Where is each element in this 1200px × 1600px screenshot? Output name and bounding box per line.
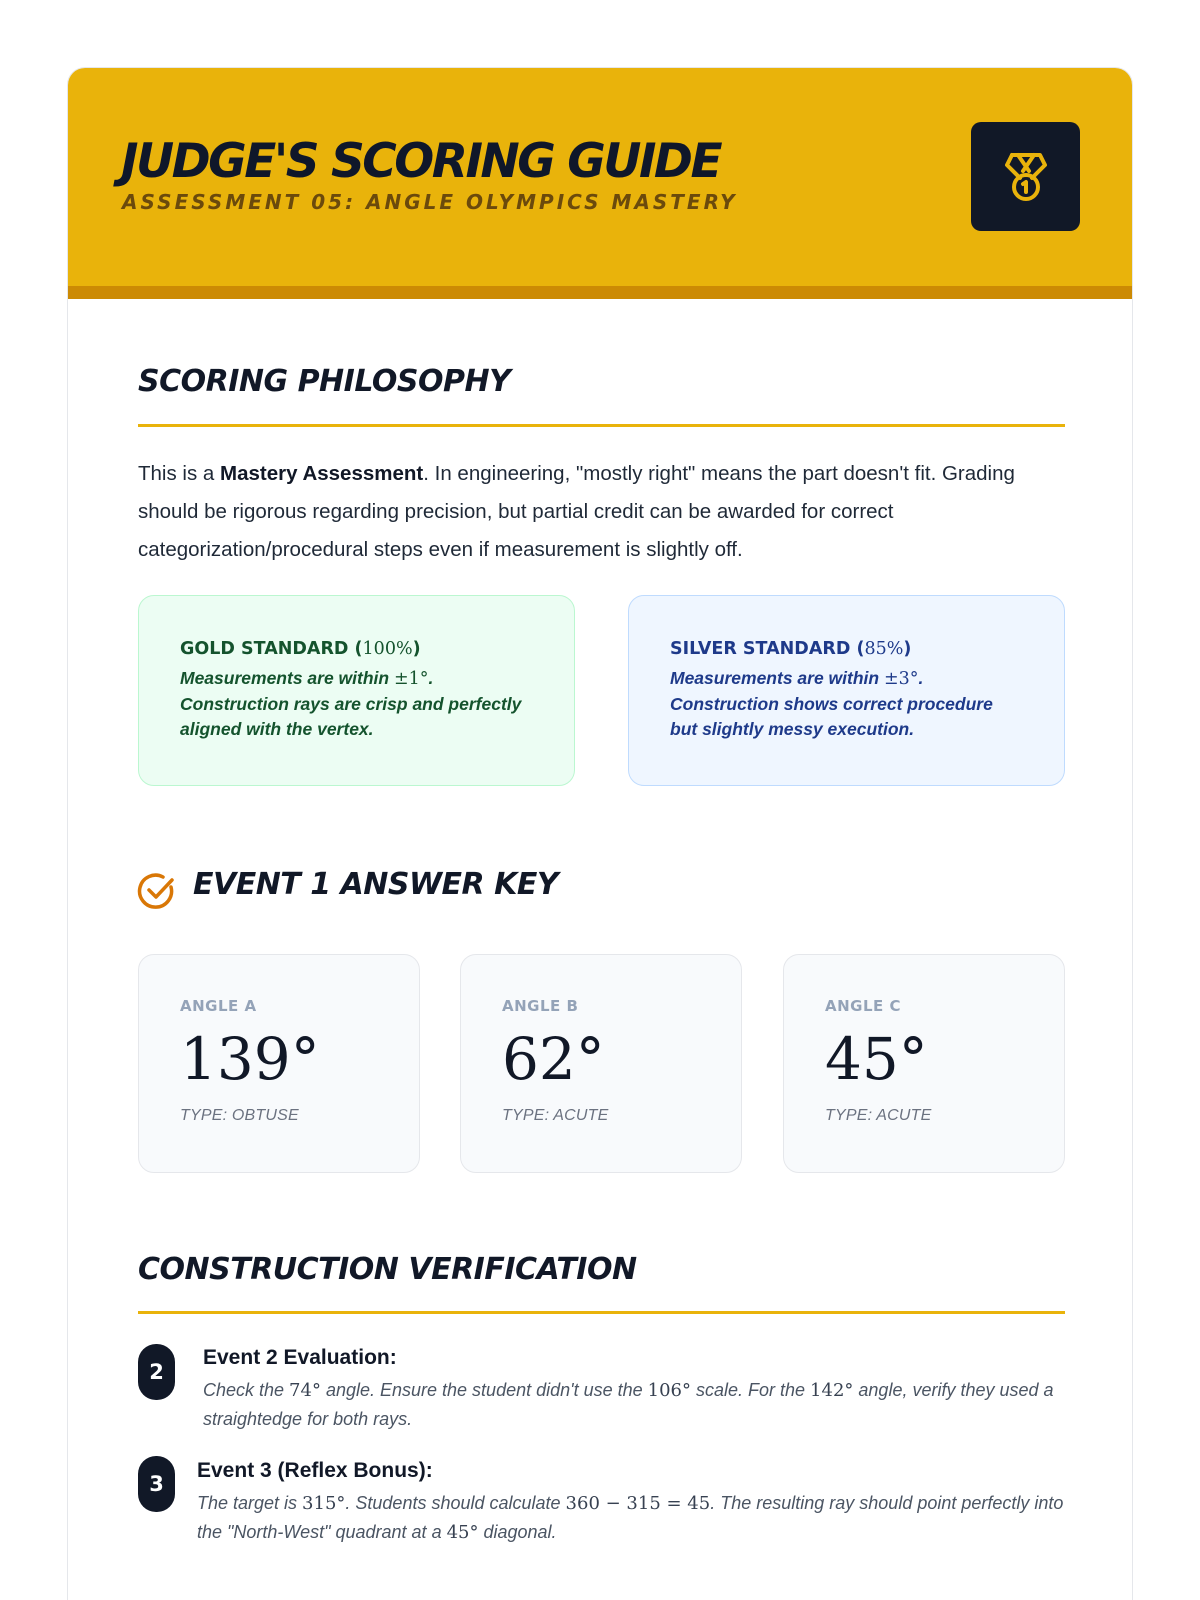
answer-value: 45° — [825, 1025, 928, 1093]
intro-emphasis: Mastery Assessment — [220, 462, 424, 485]
header-banner — [68, 68, 1132, 299]
step-description: The target is 315°. Students should calculate 360 − 315 = 45. The resulting ray should point perfectly into the "North-West" quadrant at a 45° diagonal. — [197, 1493, 1064, 1543]
answer-card-c — [783, 954, 1065, 1173]
gold-percent: 100% — [362, 639, 413, 659]
silver-standard-card — [628, 595, 1065, 786]
medal-icon — [1001, 151, 1051, 203]
check-circle-icon — [137, 871, 177, 911]
section-divider — [138, 424, 1065, 427]
silver-percent: 85% — [864, 639, 904, 659]
gold-standard-description: Measurements are within ±1°. Construction rays are crisp and perfectly aligned with the vertex. — [180, 668, 522, 739]
answer-label: ANGLE B — [502, 997, 579, 1015]
answer-type: TYPE: OBTUSE — [180, 1107, 299, 1124]
answer-card-a — [138, 954, 420, 1173]
medal-badge — [971, 122, 1080, 231]
gold-standard-title: GOLD STANDARD (100%) — [180, 639, 421, 659]
intro-text-start: This is a — [138, 462, 221, 485]
section-divider — [138, 1311, 1065, 1314]
answer-label: ANGLE A — [180, 997, 257, 1015]
event1-heading: EVENT 1 ANSWER KEY — [193, 867, 559, 902]
step-number-badge: 2 — [138, 1344, 175, 1400]
silver-standard-description: Measurements are within ±3°. Construction shows correct procedure but slightly messy execution. — [670, 668, 993, 739]
step-description: Check the 74° angle. Ensure the student didn't use the 106° scale. For the 142° angle, verify they used a straightedge for both rays. — [203, 1380, 1054, 1429]
step-title: Event 3 (Reflex Bonus): — [197, 1459, 433, 1482]
step-number-badge: 3 — [138, 1456, 175, 1512]
answer-value: 139° — [180, 1025, 320, 1093]
construction-heading: CONSTRUCTION VERIFICATION — [138, 1252, 637, 1287]
answer-label: ANGLE C — [825, 997, 902, 1015]
page-title: JUDGE'S SCORING GUIDE — [121, 134, 721, 189]
answer-card-b — [460, 954, 742, 1173]
silver-standard-title: SILVER STANDARD (85%) — [670, 639, 912, 659]
step-title: Event 2 Evaluation: — [203, 1346, 397, 1369]
answer-type: TYPE: ACUTE — [502, 1107, 609, 1124]
silver-tolerance: ±3° — [883, 669, 919, 689]
gold-tolerance: ±1° — [393, 669, 429, 689]
page-subtitle: ASSESSMENT 05: ANGLE OLYMPICS MASTERY — [122, 190, 738, 214]
scoring-philosophy-heading: SCORING PHILOSOPHY — [138, 364, 511, 399]
intro-text-rest: . In engineering, "mostly right" means the part doesn't fit. Grading should be rigorous regarding precision, but partial credit can be awarded for correct categorization/procedural steps even if measurement is slightly off. — [138, 462, 1015, 561]
gold-standard-card — [138, 595, 575, 786]
answer-value: 62° — [502, 1025, 605, 1093]
answer-type: TYPE: ACUTE — [825, 1107, 932, 1124]
intro-paragraph — [138, 455, 1068, 569]
scoring-guide-card — [67, 67, 1133, 1600]
